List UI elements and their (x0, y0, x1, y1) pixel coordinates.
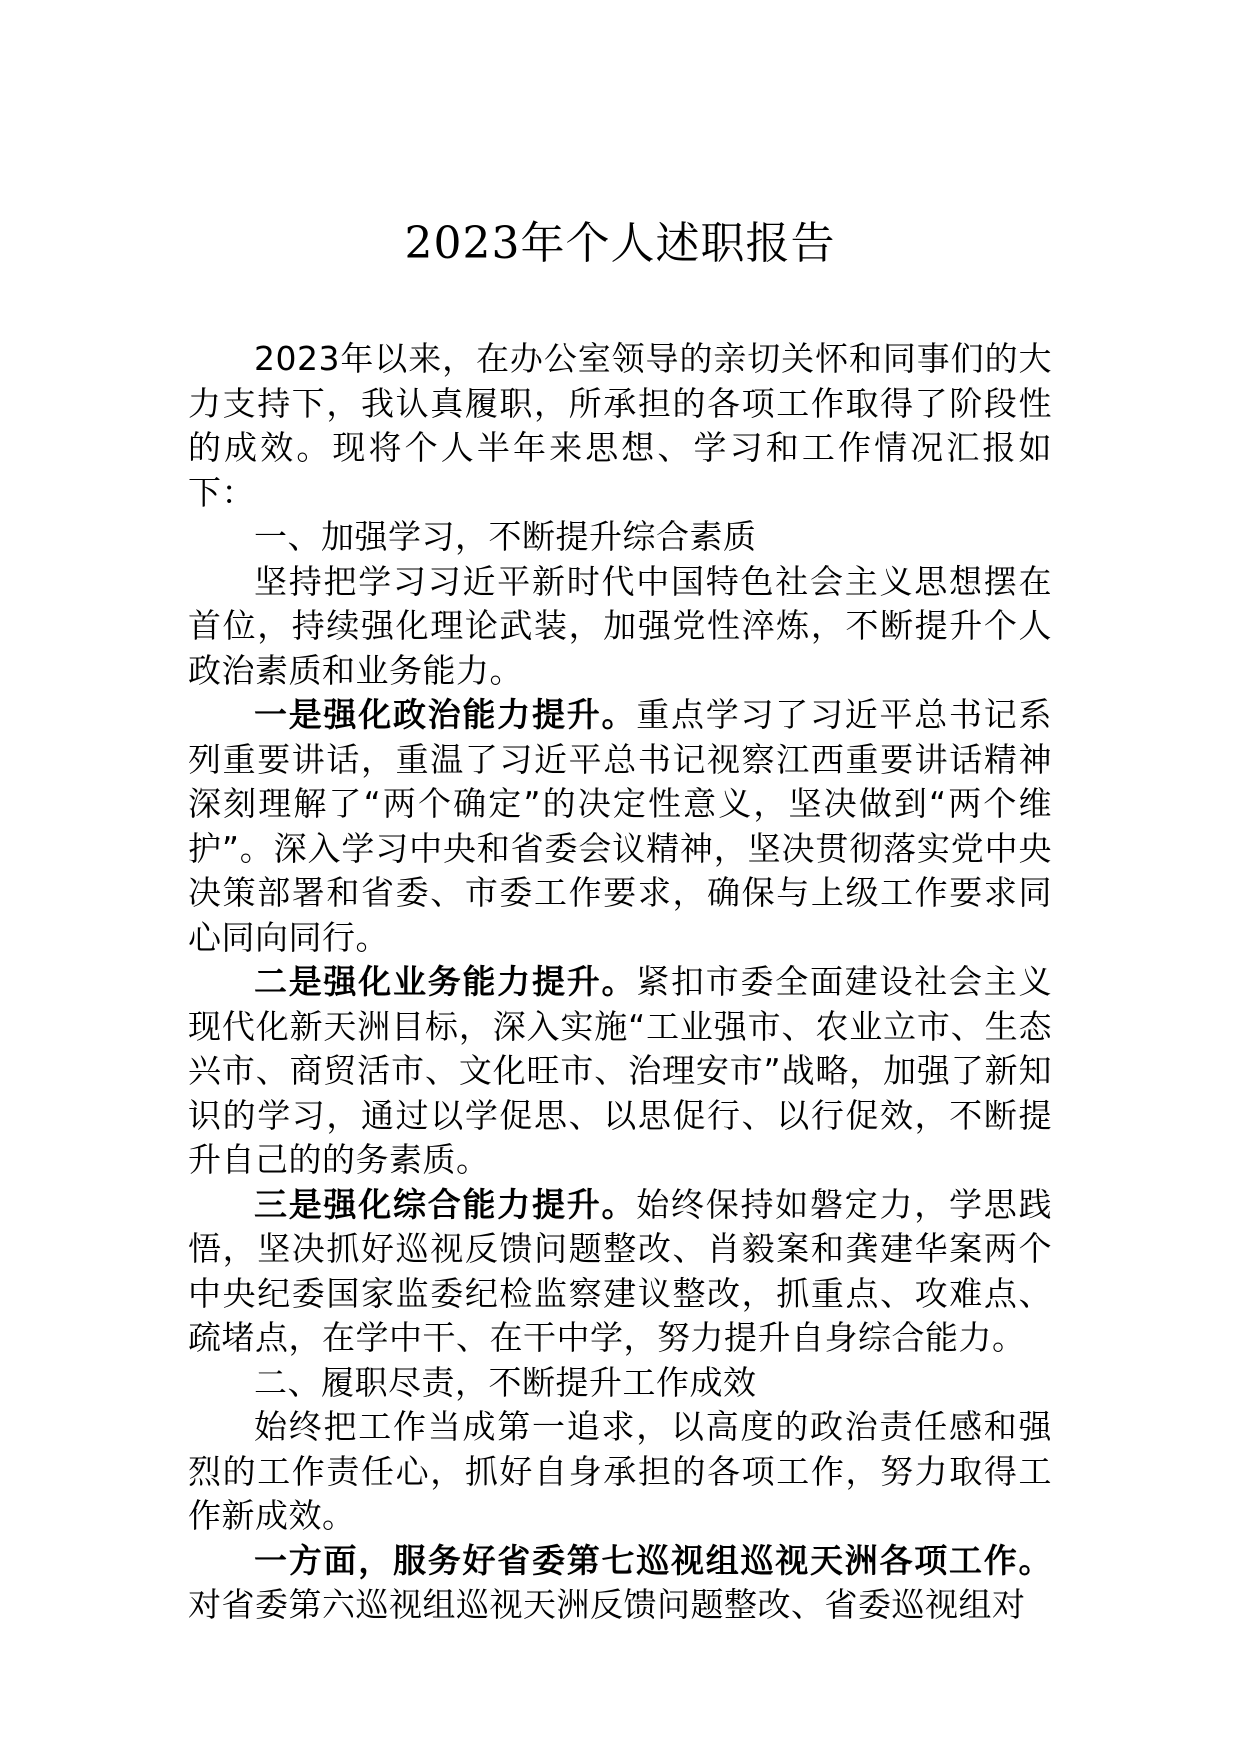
item-4-lead: 一方面，服务好省委第七巡视组巡视天洲各项工作。 (254, 1540, 1052, 1580)
section-1-heading: 一、加强学习，不断提升综合素质 (254, 517, 757, 556)
item-2-paragraph (188, 960, 1052, 1183)
document-body (188, 337, 1052, 1628)
item-2-lead: 二是强化业务能力提升。 (254, 962, 637, 1001)
item-1-lead: 一是强化政治能力提升。 (254, 695, 637, 734)
item-1-paragraph (188, 693, 1052, 960)
section-2-heading: 二、履职尽责，不断提升工作成效 (254, 1362, 757, 1402)
item-3-paragraph (188, 1183, 1052, 1361)
intro-paragraph: 2023年以来，在办公室领导的亲切关怀和同事们的大力支持下，我认真履职，所承担的各项工作取得了阶段性的成效。现将个人半年来思想、学习和工作情况汇报如下： (188, 339, 1052, 512)
item-4-paragraph (188, 1539, 1052, 1628)
item-3-text: 始终保持如磐定力，学思践悟，坚决抓好巡视反馈问题整改、肖毅案和龚建华案两个中央纪委国家监委纪检监察建议整改，抓重点、攻难点、疏堵点，在学中干、在干中学，努力提升自身综合能力。 (188, 1184, 1052, 1357)
item-1-text: 重点学习了习近平总书记系列重要讲话，重温了习近平总书记视察江西重要讲话精神深刻理解了“两个确定”的决定性意义，坚决做到“两个维护”。深入学习中央和省委会议精神，坚决贯彻落实党中央决策部署和省委、市委工作要求，确保与上级工作要求同心同向同行。 (188, 695, 1052, 957)
document-title: 2023年个人述职报告 (404, 218, 836, 269)
item-3-lead: 三是强化综合能力提升。 (254, 1184, 637, 1224)
section-1-intro-paragraph: 坚持把学习习近平新时代中国特色社会主义思想摆在首位，持续强化理论武装，加强党性淬炼，不断提升个人政治素质和业务能力。 (188, 561, 1052, 690)
section-2-intro-paragraph: 始终把工作当成第一追求，以高度的政治责任感和强烈的工作责任心，抓好自身承担的各项工作，努力取得工作新成效。 (188, 1407, 1052, 1535)
item-2-text: 紧扣市委全面建设社会主义现代化新天洲目标，深入实施“工业强市、农业立市、生态兴市、商贸活市、文化旺市、治理安市”战略，加强了新知识的学习，通过以学促思、以思促行、以行促效，不断提升自己的的务素质。 (188, 962, 1052, 1179)
item-4-text: 对省委第六巡视组巡视天洲反馈问题整改、省委巡视组对 (188, 1585, 1026, 1624)
